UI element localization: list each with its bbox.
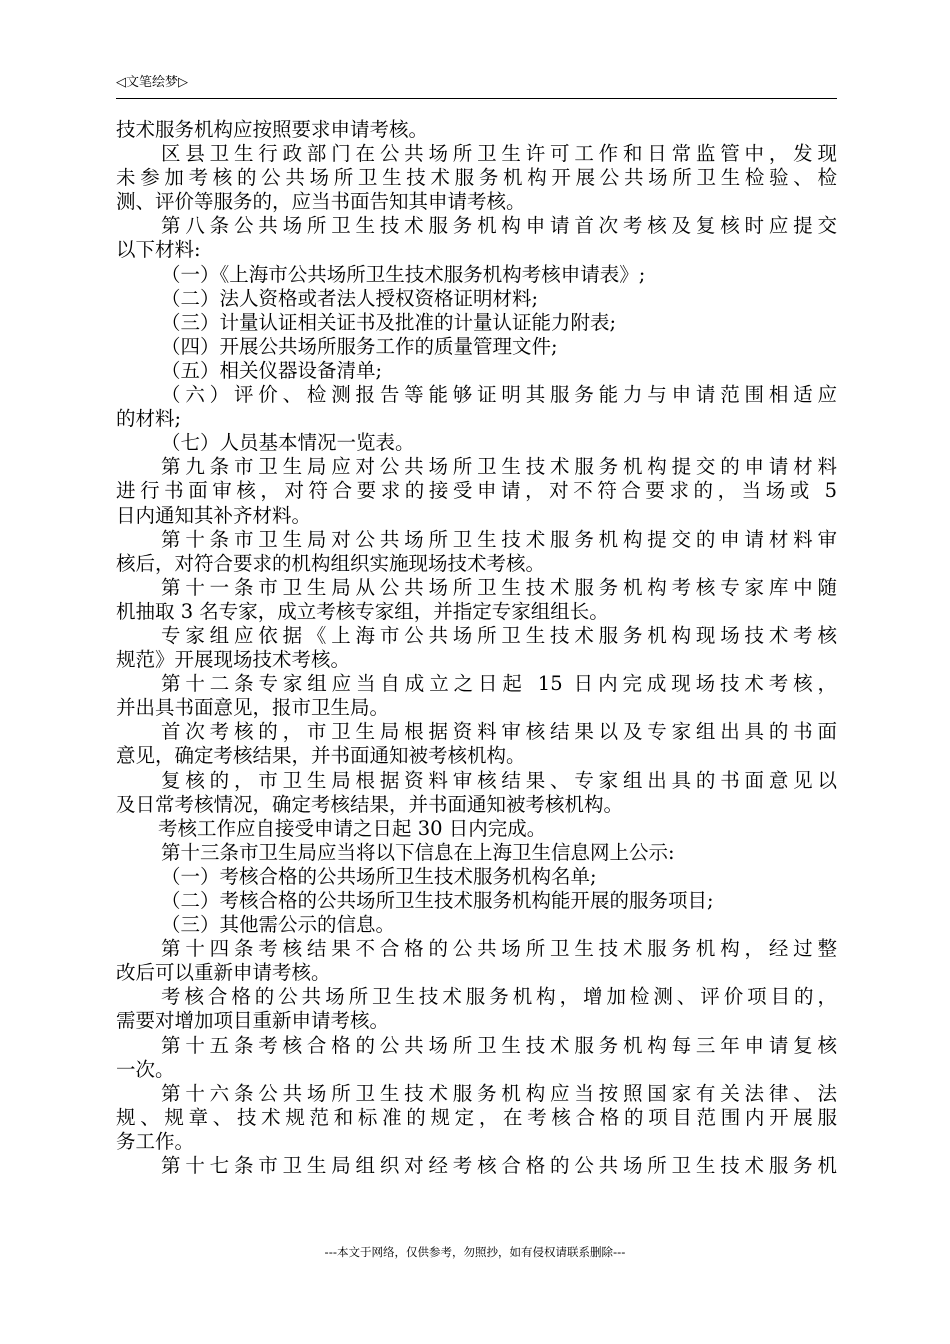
- list-item: （一）考核合格的公共场所卫生技术服务机构名单;: [161, 864, 597, 888]
- text-line: 以下材料:: [116, 238, 201, 262]
- text-line: 一次。: [116, 1057, 175, 1081]
- article-10-heading: 第十条市卫生局对公共场所卫生技术服务机构提交的申请材料审: [161, 527, 837, 551]
- paragraph-first-line: 复核的，市卫生局根据资料审核结果、专家组出具的书面意见以: [161, 768, 837, 792]
- text-line: 进行书面审核，对符合要求的接受申请，对不符合要求的，当场或 5: [116, 479, 837, 503]
- text-line: 的材料;: [116, 407, 182, 431]
- paragraph-first-line: 区县卫生行政部门在公共场所卫生许可工作和日常监管中，发现: [161, 142, 837, 166]
- article-12-heading: 第十二条专家组应当自成立之日起 15 日内完成现场技术考核，: [161, 672, 837, 696]
- list-item: （一）《上海市公共场所卫生技术服务机构考核申请表》;: [161, 262, 646, 286]
- text-line: 日内通知其补齐材料。: [116, 503, 312, 527]
- text-line: 意见，确定考核结果，并书面通知被考核机构。: [116, 744, 526, 768]
- paragraph-first-line: 考核工作应自接受申请之日起 30 日内完成。: [158, 816, 547, 840]
- paragraph-first-line: 考核合格的公共场所卫生技术服务机构，增加检测、评价项目的，: [161, 985, 837, 1009]
- text-line: 改后可以重新申请考核。: [116, 961, 331, 985]
- page-footer: ---本文于网络，仅供参考，勿照抄，如有侵权请联系删除---: [324, 1245, 626, 1259]
- text-line: 机抽取 3 名专家，成立考核专家组，并指定专家组组长。: [116, 599, 609, 623]
- text-line: 规、规章、技术规范和标准的规定，在考核合格的项目范围内开展服: [116, 1105, 837, 1129]
- paragraph-first-line: 专家组应依据《上海市公共场所卫生技术服务机构现场技术考核: [161, 623, 837, 647]
- list-item: （七）人员基本情况一览表。: [161, 431, 415, 455]
- article-14-heading: 第十四条考核结果不合格的公共场所卫生技术服务机构，经过整: [161, 937, 837, 961]
- list-item: （四）开展公共场所服务工作的质量管理文件;: [161, 334, 558, 358]
- article-17-heading: 第十七条市卫生局组织对经考核合格的公共场所卫生技术服务机: [161, 1154, 837, 1178]
- list-item: （二）法人资格或者法人授权资格证明材料;: [161, 286, 539, 310]
- text-line: 核后，对符合要求的机构组织实施现场技术考核。: [116, 551, 546, 575]
- list-item: （五）相关仪器设备清单;: [161, 358, 383, 382]
- article-13-heading: 第十三条市卫生局应当将以下信息在上海卫生信息网上公示:: [161, 840, 675, 864]
- header-title: ◁文笔绘梦▷: [116, 75, 188, 90]
- page-header: [116, 72, 837, 99]
- text-line: 测、评价等服务的，应当书面告知其申请考核。: [116, 190, 526, 214]
- text-line: 务工作。: [116, 1129, 195, 1153]
- text-line: 未参加考核的公共场所卫生技术服务机构开展公共场所卫生检验、检: [116, 166, 837, 190]
- article-16-heading: 第十六条公共场所卫生技术服务机构应当按照国家有关法律、法: [161, 1081, 837, 1105]
- document-body: [116, 118, 837, 1178]
- paragraph-first-line: 首次考核的，市卫生局根据资料审核结果以及专家组出具的书面: [161, 720, 837, 744]
- text-line: 及日常考核情况，确定考核结果，并书面通知被考核机构。: [116, 792, 624, 816]
- article-9-heading: 第九条市卫生局应对公共场所卫生技术服务机构提交的申请材料: [161, 455, 837, 479]
- article-11-heading: 第十一条市卫生局从公共场所卫生技术服务机构考核专家库中随: [161, 575, 837, 599]
- article-15-heading: 第十五条考核合格的公共场所卫生技术服务机构每三年申请复核: [161, 1033, 837, 1057]
- list-item: （二）考核合格的公共场所卫生技术服务机构能开展的服务项目;: [161, 889, 714, 912]
- text-line: 技术服务机构应按照要求申请考核。: [116, 118, 429, 141]
- list-item: （六）评价、检测报告等能够证明其服务能力与申请范围相适应: [161, 383, 837, 407]
- list-item: （三）计量认证相关证书及批准的计量认证能力附表;: [161, 310, 617, 334]
- text-line: 并出具书面意见，报市卫生局。: [116, 696, 390, 720]
- list-item: （三）其他需公示的信息。: [161, 913, 396, 937]
- text-line: 规范》开展现场技术考核。: [116, 648, 351, 672]
- text-line: 需要对增加项目重新申请考核。: [116, 1009, 390, 1033]
- article-8-heading: 第八条公共场所卫生技术服务机构申请首次考核及复核时应提交: [161, 214, 837, 238]
